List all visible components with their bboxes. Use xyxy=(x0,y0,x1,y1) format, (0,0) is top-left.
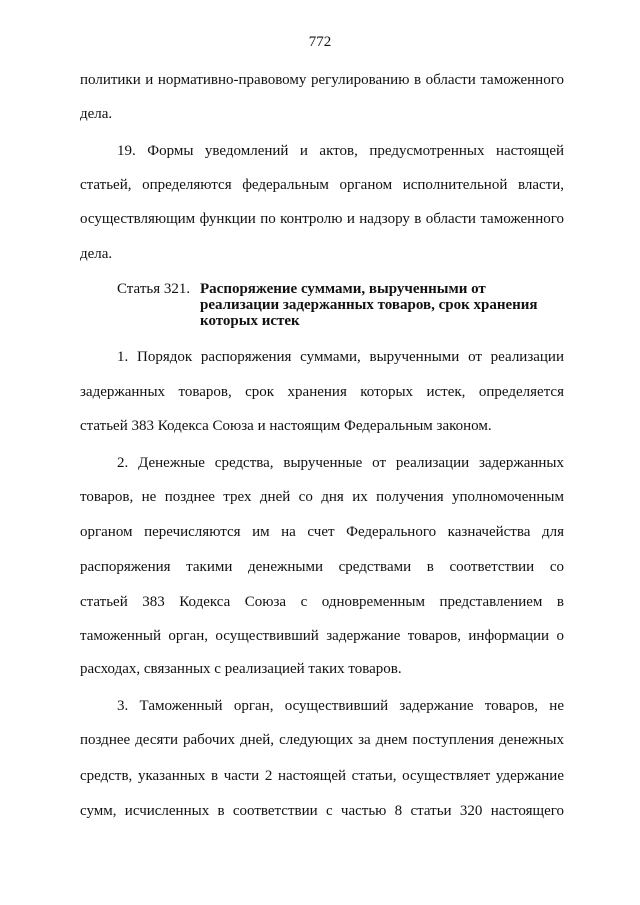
text-line: 19. Формы уведомлений и актов, предусмотренных настоящей xyxy=(117,143,564,159)
article-title-line: которых истек xyxy=(200,313,300,329)
text-line: статьей 383 Кодекса Союза и настоящим Федеральным законом. xyxy=(80,418,492,434)
text-line: 1. Порядок распоряжения суммами, вырученными от реализации xyxy=(117,349,564,365)
text-line: дела. xyxy=(80,106,113,122)
text-line: задержанных товаров, срок хранения которых истек, определяется xyxy=(80,384,564,400)
text-line: дела. xyxy=(80,246,113,262)
text-line: товаров, не позднее трех дней со дня их получения уполномоченным xyxy=(80,489,564,505)
article-number: Статья 321. xyxy=(117,281,191,297)
text-line: распоряжения такими денежными средствами в соответствии со xyxy=(80,559,564,575)
text-line: расходах, связанных с реализацией таких товаров. xyxy=(80,661,402,677)
text-line: 2. Денежные средства, вырученные от реализации задержанных xyxy=(117,455,564,471)
text-line: органом перечисляются им на счет Федерального казначейства для xyxy=(80,524,564,540)
text-line: средств, указанных в части 2 настоящей статьи, осуществляет удержание xyxy=(80,768,564,784)
text-line: статьей 383 Кодекса Союза с одновременным представлением в xyxy=(80,594,564,610)
text-line: политики и нормативно-правовому регулированию в области таможенного xyxy=(80,72,564,88)
article-title-line: Распоряжение суммами, вырученными от xyxy=(200,281,486,297)
text-line: 3. Таможенный орган, осуществивший задержание товаров, не xyxy=(117,698,564,714)
text-line: таможенный орган, осуществивший задержание товаров, информации о xyxy=(80,628,564,644)
article-title xyxy=(200,281,575,329)
text-line: осуществляющим функции по контролю и надзору в области таможенного xyxy=(80,211,564,227)
text-line: статьей, определяются федеральным органом исполнительной власти, xyxy=(80,177,564,193)
article-title-line: реализации задержанных товаров, срок хранения xyxy=(200,297,538,313)
page-number: 772 xyxy=(308,34,332,50)
text-line: позднее десяти рабочих дней, следующих за днем поступления денежных xyxy=(80,732,564,748)
text-line: сумм, исчисленных в соответствии с частью 8 статьи 320 настоящего xyxy=(80,803,564,819)
